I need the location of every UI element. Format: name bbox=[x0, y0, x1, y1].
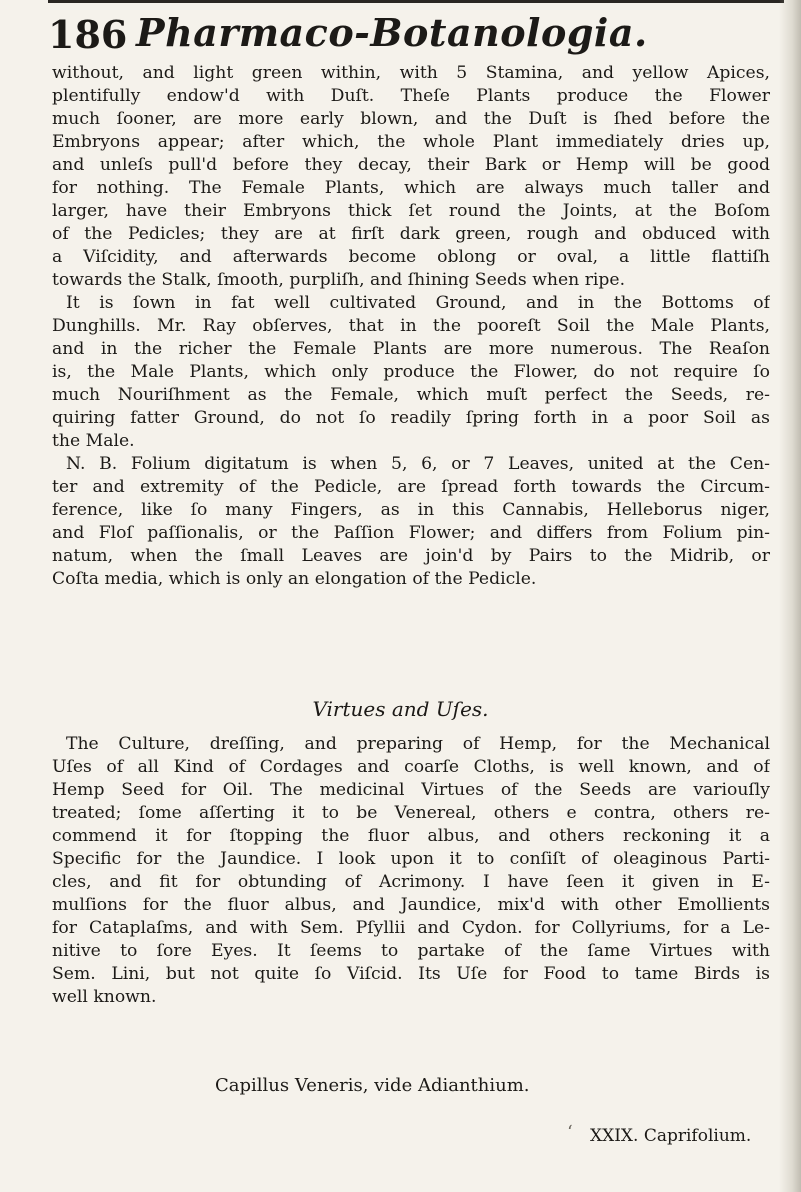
description-paragraphs bbox=[52, 62, 770, 591]
text-line: plentifully endow'd with Duſt. Theſe Plants produce the Flower bbox=[52, 86, 770, 106]
text-line: Hemp Seed for Oil. The medicinal Virtues of the Seeds are variouſly bbox=[52, 780, 770, 800]
virtues-paragraph bbox=[52, 733, 770, 1009]
text-line: of the Pedicles; they are at firſt dark green, rough and obduced with bbox=[52, 224, 770, 244]
text-line: quiring fatter Ground, do not ſo readily ſpring forth in a poor Soil as bbox=[52, 408, 770, 428]
text-line: without, and light green within, with 5 Stamina, and yellow Apices, bbox=[52, 63, 770, 83]
text-line: The Culture, dreſſing, and preparing of Hemp, for the Mechanical bbox=[66, 734, 770, 754]
text-line: larger, have their Embryons thick ſet round the Joints, at the Boſom bbox=[52, 201, 770, 221]
text-line: a Viſcidity, and afterwards become oblong or oval, a little flattiſh bbox=[52, 247, 770, 267]
text-line: for nothing. The Female Plants, which are always much taller and bbox=[52, 178, 770, 198]
text-line: treated; ſome aſſerting it to be Venereal, others e contra, others re- bbox=[52, 803, 770, 823]
text-line: ference, like ſo many Fingers, as in this Cannabis, Helleborus niger, bbox=[52, 500, 770, 520]
page-number: 186 bbox=[48, 12, 128, 57]
text-line: for Cataplaſms, and with Sem. Pſyllii and Cydon. for Collyriums, for a Le- bbox=[52, 918, 770, 938]
text-line: commend it for ſtopping the fluor albus, and others reckoning it a bbox=[52, 826, 770, 846]
text-line: and Floſ paſſionalis, or the Paſſion Flower; and differs from Folium pin- bbox=[52, 523, 770, 543]
catchword: XXIX. Caprifolium. bbox=[590, 1126, 752, 1146]
text-line: and in the richer the Female Plants are more numerous. The Reaſon bbox=[52, 339, 770, 359]
marginal-mark: ‘ bbox=[567, 1122, 573, 1143]
text-line: Uſes of all Kind of Cordages and coarſe Cloths, is well known, and of bbox=[52, 757, 770, 777]
text-line: mulſions for the fluor albus, and Jaundice, mix'd with other Emollients bbox=[52, 895, 770, 915]
text-line: much ſooner, are more early blown, and the Duſt is ſhed before the bbox=[52, 109, 770, 129]
page-header bbox=[48, 8, 778, 60]
header-rule bbox=[48, 0, 784, 3]
running-title: Pharmaco-Botanologia. bbox=[136, 10, 648, 55]
text-line: and unleſs pull'd before they decay, their Bark or Hemp will be good bbox=[52, 155, 770, 175]
text-line: natum, when the ſmall Leaves are join'd by Pairs to the Midrib, or bbox=[52, 546, 770, 566]
text-line: cles, and fit for obtunding of Acrimony. I have ſeen it given in E- bbox=[52, 872, 770, 892]
text-line: ter and extremity of the Pedicle, are ſpread forth towards the Circum- bbox=[52, 477, 770, 497]
text-line: It is ſown in fat well cultivated Ground, and in the Bottoms of bbox=[66, 293, 770, 313]
text-line: Embryons appear; after which, the whole Plant immediately dries up, bbox=[52, 132, 770, 152]
text-line: the Male. bbox=[52, 431, 135, 451]
cross-reference: Capillus Veneris, vide Adianthium. bbox=[215, 1075, 530, 1096]
text-line: Sem. Lini, but not quite ſo Viſcid. Its Uſe for Food to tame Birds is bbox=[52, 964, 770, 984]
text-line: is, the Male Plants, which only produce the Flower, do not require ſo bbox=[52, 362, 770, 382]
section-heading-virtues: Virtues and Uſes. bbox=[312, 697, 489, 721]
text-line: Dunghills. Mr. Ray obſerves, that in the pooreſt Soil the Male Plants, bbox=[52, 316, 770, 336]
text-line: well known. bbox=[52, 987, 157, 1007]
text-line: N. B. Folium digitatum is when 5, 6, or 7 Leaves, united at the Cen- bbox=[66, 454, 770, 474]
text-line: Specific for the Jaundice. I look upon it to conſiſt of oleaginous Parti- bbox=[52, 849, 770, 869]
page-edge-shadow bbox=[779, 0, 801, 1192]
text-line: nitive to ſore Eyes. It ſeems to partake of the ſame Virtues with bbox=[52, 941, 770, 961]
text-line: Coſta media, which is only an elongation of the Pedicle. bbox=[52, 569, 537, 589]
text-line: towards the Stalk, ſmooth, purpliſh, and ſhining Seeds when ripe. bbox=[52, 270, 626, 290]
text-line: much Nouriſhment as the Female, which muſt perfect the Seeds, re- bbox=[52, 385, 770, 405]
